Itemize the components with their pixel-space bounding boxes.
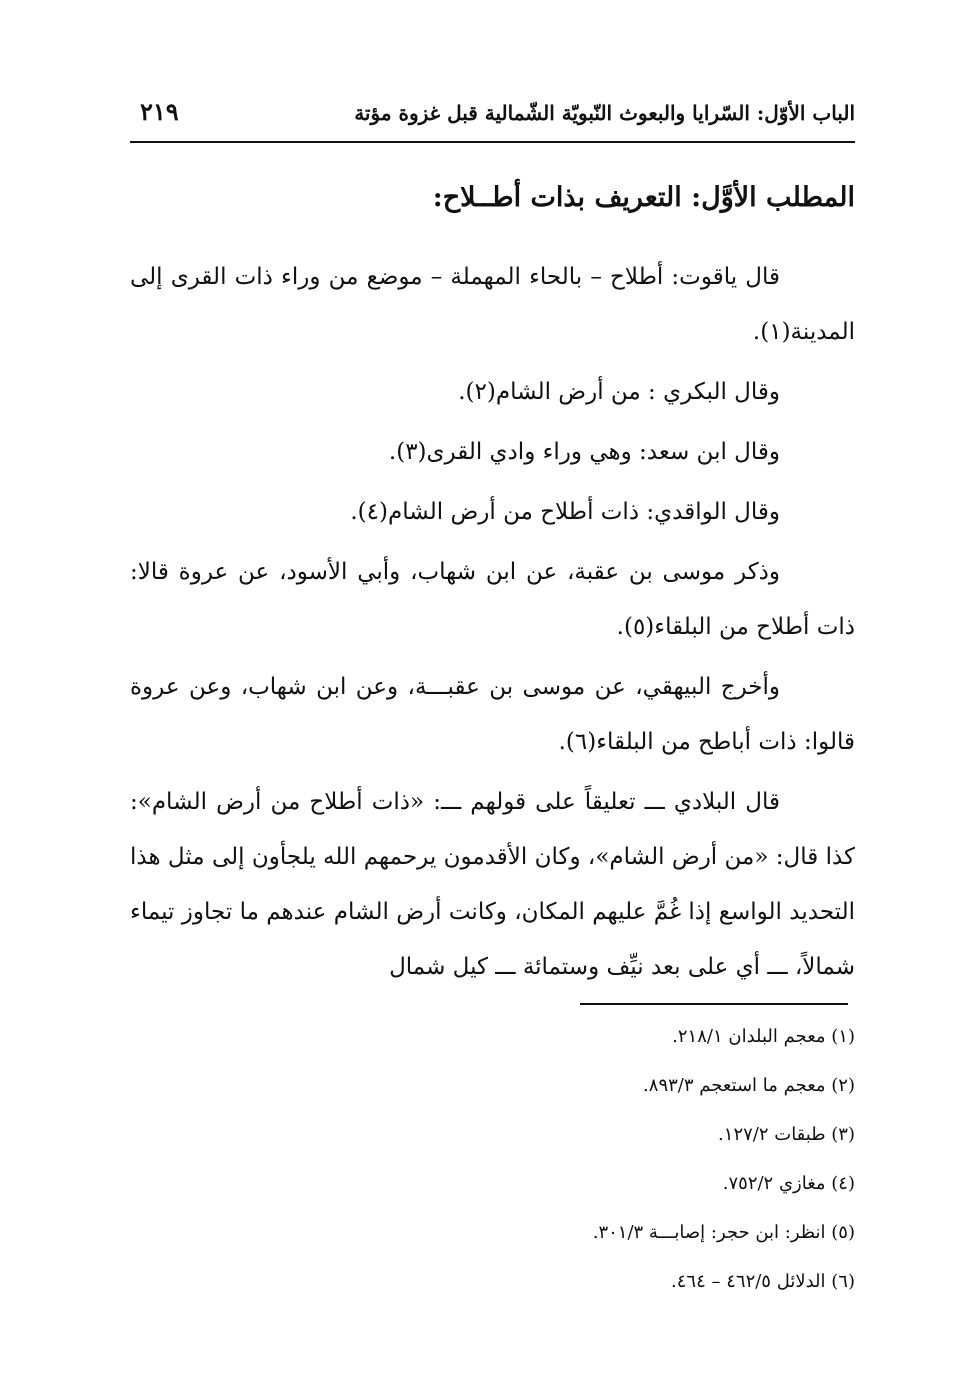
paragraph-waqidi: وقال الواقدي: ذات أطلاح من أرض الشام(٤). — [350, 499, 780, 525]
paragraph-bakri: وقال البكري : من أرض الشام(٢). — [458, 379, 780, 405]
footnote-rule — [580, 1003, 848, 1005]
footnote-6: (٦) الدلائل ٤٦٢/٥ – ٤٦٤. — [671, 1271, 855, 1292]
footnote-5: (٥) انظر: ابن حجر: إصابـــة ٣٠١/٣. — [592, 1222, 855, 1243]
header-rule — [130, 141, 855, 143]
paragraph-biladi: قال البلادي ـــ تعليقاً على قولهم ـــ: «ذات أطلاح من أرض الشام»: كذا قال: «من أرض الشام»، وكان الأقدمون يرحمهم الله يلجأون إلى مثل هذا التحديد الواسع إذا غُمَّ عليهم المكان، وكانت أرض الشام عندهم ما تجاوز تيماء شمالاً، ـــ أي على بعد نيِّف وستمائة ـــ كيل شمال — [130, 789, 855, 980]
footnote-2: (٢) معجم ما استعجم ٨٩٣/٣. — [643, 1075, 855, 1096]
page-number: ٢١٩ — [140, 97, 179, 126]
section-title: المطلب الأوَّل: التعريف بذات أطــلاح: — [432, 182, 855, 213]
footnotes — [130, 1022, 855, 1316]
footnote-3: (٣) طبقات ١٢٧/٢. — [718, 1124, 855, 1145]
paragraph-musa-bin-uqba: وذكر موسى بن عقبة، عن ابن شهاب، وأبي الأسود، عن عروة قالا: ذات أطلاح من البلقاء(٥). — [130, 559, 855, 640]
paragraph-yaqut: قال ياقوت: أطلاح – بالحاء المهملة – موضع من وراء ذات القرى إلى المدينة(١). — [130, 264, 855, 345]
paragraph-bayhaqi: وأخرج البيهقي، عن موسى بن عقبـــة، وعن ابن شهاب، وعن عروة قالوا: ذات أباطح من البلقاء(٦). — [130, 674, 855, 755]
footnote-1: (١) معجم البلدان ٢١٨/١. — [672, 1026, 855, 1047]
paragraph-ibn-sad: وقال ابن سعد: وهي وراء وادي القرى(٣). — [388, 439, 780, 465]
body-text — [130, 250, 855, 1000]
footnote-4: (٤) مغازي ٧٥٢/٢. — [722, 1173, 855, 1194]
page-header — [130, 95, 855, 145]
running-title: الباب الأوّل: السّرايا والبعوث النّبويّة الشّمالية قبل غزوة مؤتة — [354, 101, 855, 125]
